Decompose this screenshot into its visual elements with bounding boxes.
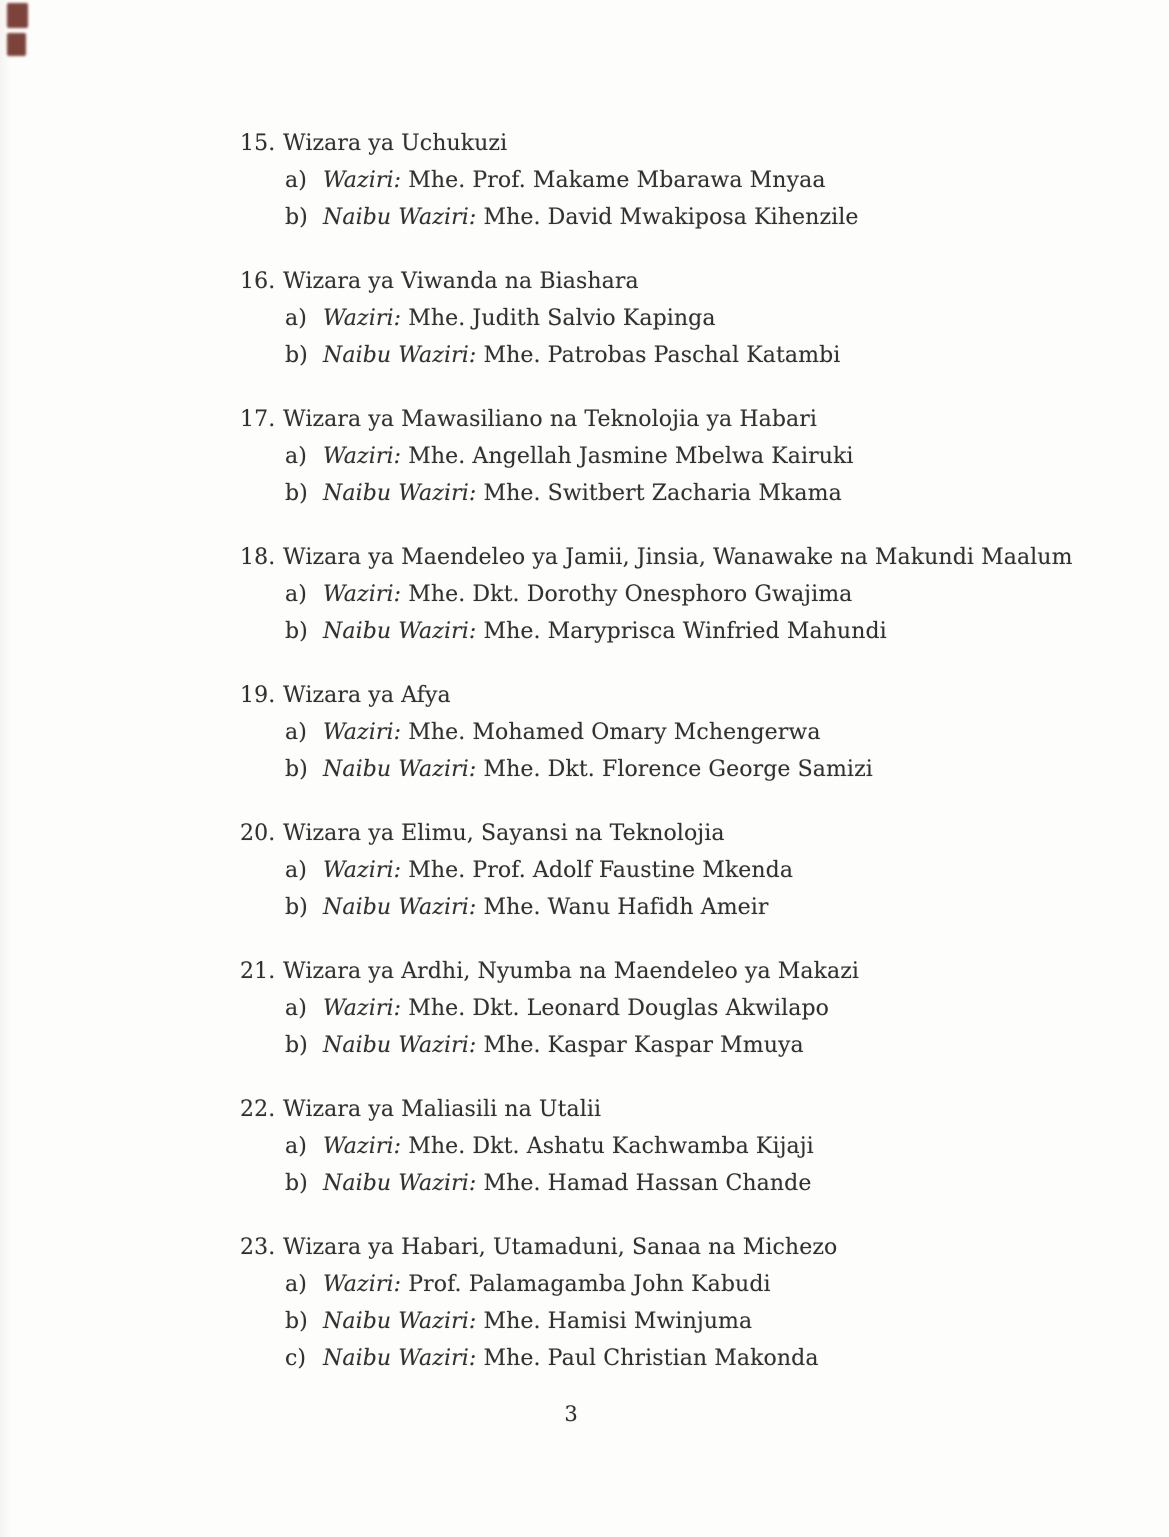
entry-person-name: Mhe. Dkt. Florence George Samizi: [483, 757, 873, 782]
ministry-title: Wizara ya Afya: [283, 683, 451, 708]
ministry-item: [240, 815, 1090, 926]
entry-person-name: Mhe. Patrobas Paschal Katambi: [483, 343, 841, 368]
entry-role-label: Naibu Waziri:: [323, 481, 477, 506]
ministry-title: Wizara ya Mawasiliano na Teknolojia ya Habari: [283, 407, 817, 432]
ministry-number: 19.: [240, 683, 276, 708]
minister-entry: [240, 1165, 1090, 1202]
minister-entry: [240, 438, 1090, 475]
minister-entry: [240, 300, 1090, 337]
ministry-title: Wizara ya Maliasili na Utalii: [283, 1097, 602, 1122]
entry-letter: b): [285, 481, 308, 506]
entry-role-label: Waziri:: [323, 444, 402, 469]
entry-role-label: Waziri:: [323, 306, 402, 331]
ministry-list: [240, 125, 1090, 1404]
ministry-heading: [240, 1091, 1090, 1128]
entry-person-name: Mhe. Dkt. Dorothy Onesphoro Gwajima: [408, 582, 853, 607]
page-number: 3: [564, 1402, 578, 1426]
ministry-heading: [240, 677, 1090, 714]
ministry-title: Wizara ya Viwanda na Biashara: [283, 269, 639, 294]
entry-letter: c): [285, 1346, 307, 1371]
minister-entry: [240, 1266, 1090, 1303]
entry-role-label: Waziri:: [323, 582, 402, 607]
minister-entry: [240, 1303, 1090, 1340]
entry-person-name: Prof. Palamagamba John Kabudi: [408, 1272, 771, 1297]
entry-letter: a): [285, 996, 307, 1021]
minister-entry: [240, 1128, 1090, 1165]
ministry-number: 18.: [240, 545, 276, 570]
entry-person-name: Mhe. Maryprisca Winfried Mahundi: [483, 619, 887, 644]
entry-letter: a): [285, 858, 307, 883]
ministry-title: Wizara ya Ardhi, Nyumba na Maendeleo ya Makazi: [283, 959, 860, 984]
entry-person-name: Mhe. Prof. Makame Mbarawa Mnyaa: [408, 168, 826, 193]
minister-entry: [240, 714, 1090, 751]
binding-mark-artifact: [7, 3, 28, 28]
entry-letter: a): [285, 306, 307, 331]
ministry-item: [240, 125, 1090, 236]
minister-entry: [240, 475, 1090, 512]
ministry-heading: [240, 401, 1090, 438]
entry-letter: a): [285, 720, 307, 745]
scan-edge-artifact: [0, 0, 12, 1537]
entry-person-name: Mhe. Kaspar Kaspar Mmuya: [483, 1033, 804, 1058]
entry-letter: a): [285, 1134, 307, 1159]
entry-role-label: Naibu Waziri:: [323, 1309, 477, 1334]
entry-person-name: Mhe. Wanu Hafidh Ameir: [483, 895, 769, 920]
ministry-item: [240, 677, 1090, 788]
ministry-item: [240, 539, 1090, 650]
entry-role-label: Waziri:: [323, 168, 402, 193]
minister-entry: [240, 1027, 1090, 1064]
entry-letter: b): [285, 1309, 308, 1334]
entry-role-label: Waziri:: [323, 1272, 402, 1297]
ministry-heading: [240, 815, 1090, 852]
entry-role-label: Naibu Waziri:: [323, 1171, 477, 1196]
entry-role-label: Waziri:: [323, 1134, 402, 1159]
entry-person-name: Mhe. Mohamed Omary Mchengerwa: [408, 720, 821, 745]
entry-letter: a): [285, 1272, 307, 1297]
minister-entry: [240, 889, 1090, 926]
entry-role-label: Waziri:: [323, 858, 402, 883]
entry-letter: a): [285, 168, 307, 193]
entry-letter: b): [285, 1033, 308, 1058]
ministry-title: Wizara ya Elimu, Sayansi na Teknolojia: [283, 821, 725, 846]
ministry-number: 17.: [240, 407, 276, 432]
minister-entry: [240, 751, 1090, 788]
entry-role-label: Naibu Waziri:: [323, 757, 477, 782]
entry-role-label: Naibu Waziri:: [323, 619, 477, 644]
minister-entry: [240, 852, 1090, 889]
ministry-item: [240, 1091, 1090, 1202]
minister-entry: [240, 613, 1090, 650]
entry-role-label: Naibu Waziri:: [323, 1033, 477, 1058]
entry-role-label: Naibu Waziri:: [323, 1346, 477, 1371]
minister-entry: [240, 162, 1090, 199]
entry-person-name: Mhe. Angellah Jasmine Mbelwa Kairuki: [408, 444, 854, 469]
minister-entry: [240, 1340, 1090, 1377]
minister-entry: [240, 199, 1090, 236]
ministry-title: Wizara ya Maendeleo ya Jamii, Jinsia, Wanawake na Makundi Maalum: [283, 545, 1073, 570]
ministry-heading: [240, 125, 1090, 162]
ministry-item: [240, 953, 1090, 1064]
entry-letter: b): [285, 757, 308, 782]
entry-role-label: Waziri:: [323, 996, 402, 1021]
entry-letter: a): [285, 582, 307, 607]
entry-letter: b): [285, 895, 308, 920]
ministry-number: 23.: [240, 1235, 276, 1260]
minister-entry: [240, 337, 1090, 374]
ministry-number: 22.: [240, 1097, 276, 1122]
entry-role-label: Naibu Waziri:: [323, 895, 477, 920]
entry-person-name: Mhe. Prof. Adolf Faustine Mkenda: [408, 858, 794, 883]
entry-letter: b): [285, 205, 308, 230]
ministry-item: [240, 401, 1090, 512]
ministry-heading: [240, 1229, 1090, 1266]
entry-letter: b): [285, 1171, 308, 1196]
binding-mark-artifact: [7, 33, 26, 56]
entry-person-name: Mhe. Dkt. Leonard Douglas Akwilapo: [408, 996, 829, 1021]
entry-role-label: Naibu Waziri:: [323, 343, 477, 368]
entry-letter: a): [285, 444, 307, 469]
entry-person-name: Mhe. Hamisi Mwinjuma: [483, 1309, 753, 1334]
entry-role-label: Waziri:: [323, 720, 402, 745]
ministry-number: 15.: [240, 131, 276, 156]
ministry-number: 20.: [240, 821, 276, 846]
ministry-item: [240, 263, 1090, 374]
entry-person-name: Mhe. Dkt. Ashatu Kachwamba Kijaji: [408, 1134, 814, 1159]
entry-person-name: Mhe. Judith Salvio Kapinga: [408, 306, 716, 331]
ministry-heading: [240, 263, 1090, 300]
minister-entry: [240, 990, 1090, 1027]
ministry-item: [240, 1229, 1090, 1377]
entry-role-label: Naibu Waziri:: [323, 205, 477, 230]
entry-person-name: Mhe. Hamad Hassan Chande: [483, 1171, 812, 1196]
entry-person-name: Mhe. David Mwakiposa Kihenzile: [483, 205, 859, 230]
ministry-number: 16.: [240, 269, 276, 294]
entry-letter: b): [285, 343, 308, 368]
ministry-heading: [240, 953, 1090, 990]
minister-entry: [240, 576, 1090, 613]
entry-person-name: Mhe. Paul Christian Makonda: [483, 1346, 819, 1371]
entry-letter: b): [285, 619, 308, 644]
ministry-heading: [240, 539, 1090, 576]
ministry-title: Wizara ya Uchukuzi: [283, 131, 508, 156]
ministry-title: Wizara ya Habari, Utamaduni, Sanaa na Michezo: [283, 1235, 838, 1260]
ministry-number: 21.: [240, 959, 276, 984]
entry-person-name: Mhe. Switbert Zacharia Mkama: [483, 481, 842, 506]
